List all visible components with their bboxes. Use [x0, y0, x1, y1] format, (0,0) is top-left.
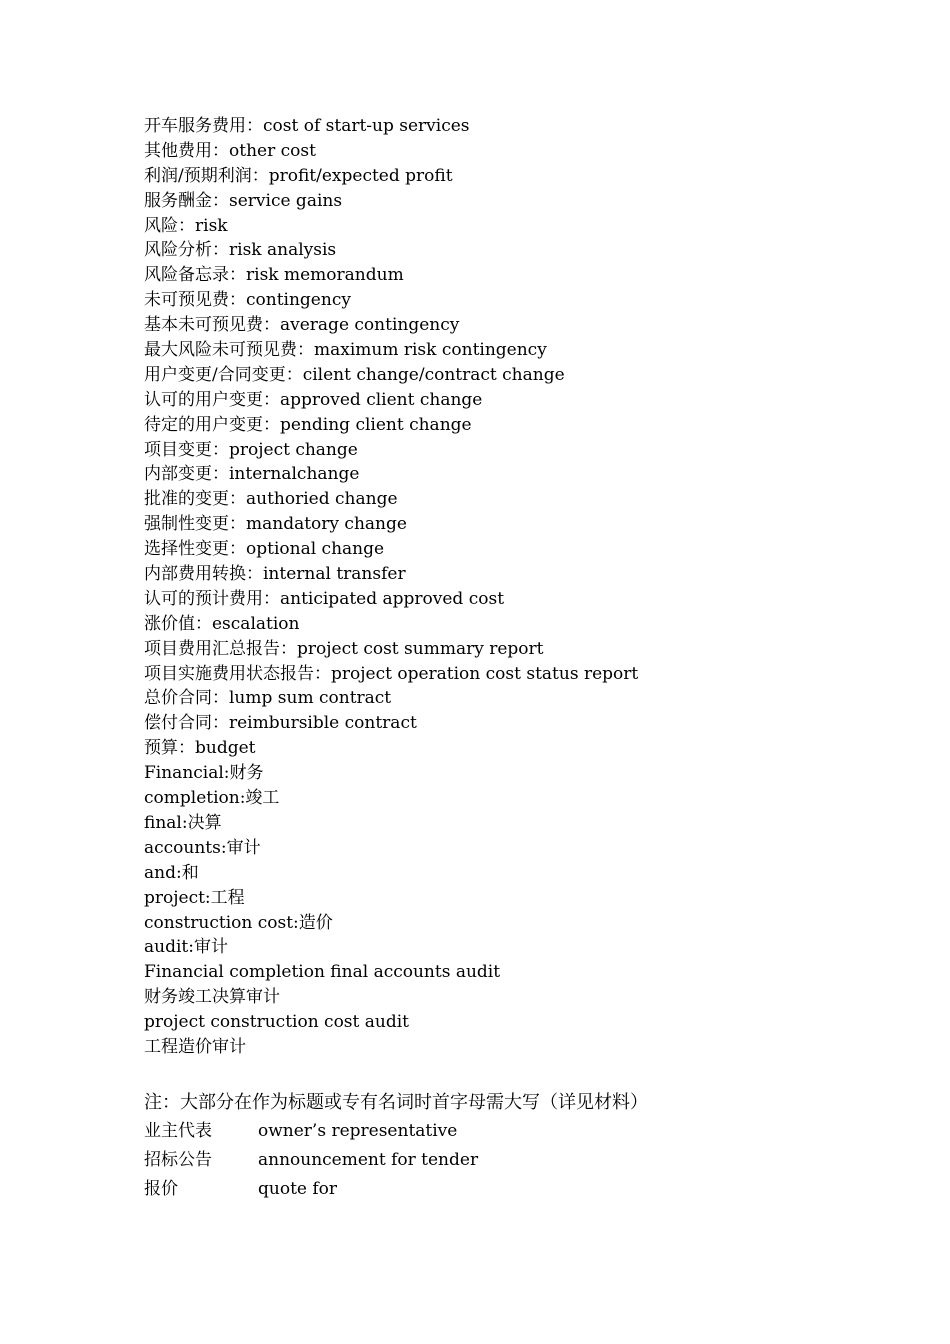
glossary-list	[144, 114, 904, 1060]
glossary-entry: final:决算	[144, 812, 222, 833]
glossary-entry: construction cost:造价	[144, 912, 333, 933]
term-english: owner’s representative	[258, 1120, 458, 1141]
glossary-entry: 项目费用汇总报告：project cost summary report	[144, 638, 544, 659]
glossary-entry: 项目实施费用状态报告：project operation cost status report	[144, 663, 639, 684]
glossary-entry: and:和	[144, 862, 199, 883]
glossary-entry: audit:审计	[144, 937, 228, 958]
glossary-entry: 工程造价审计	[144, 1036, 246, 1057]
glossary-entry: 未可预见费：contingency	[144, 290, 351, 311]
glossary-entry: 风险备忘录：risk memorandum	[144, 265, 404, 286]
document-page	[144, 114, 904, 1204]
glossary-entry: 最大风险未可预见费：maximum risk contingency	[144, 340, 547, 361]
term-pair-row	[144, 1146, 904, 1175]
term-chinese: 业主代表	[144, 1120, 212, 1141]
glossary-entry: 待定的用户变更：pending client change	[144, 414, 472, 435]
term-english: announcement for tender	[258, 1149, 479, 1170]
glossary-entry: completion:竣工	[144, 788, 280, 809]
glossary-entry: 偿付合同：reimbursible contract	[144, 713, 417, 734]
glossary-entry: 总价合同：lump sum contract	[144, 688, 392, 709]
glossary-entry: 批准的变更：authoried change	[144, 489, 398, 510]
glossary-entry: 开车服务费用：cost of start-up services	[144, 116, 470, 136]
glossary-entry: 预算：budget	[144, 738, 256, 759]
glossary-entry: 风险分析：risk analysis	[144, 240, 337, 261]
section-gap	[144, 1060, 904, 1089]
glossary-entry: 项目变更：project change	[144, 439, 358, 460]
glossary-entry: 基本未可预见费：average contingency	[144, 315, 460, 336]
note-line: 注：大部分在作为标题或专有名词时首字母需大写（详见材料）	[144, 1091, 648, 1113]
glossary-entry: 内部费用转换：internal transfer	[144, 564, 406, 585]
glossary-entry: 服务酬金：service gains	[144, 190, 343, 211]
glossary-entry: Financial:财务	[144, 763, 264, 784]
glossary-entry: 认可的预计费用：anticipated approved cost	[144, 588, 505, 609]
glossary-entry: 认可的用户变更：approved client change	[144, 389, 483, 410]
term-pair-row	[144, 1117, 904, 1146]
glossary-entry: Financial completion final accounts audit	[144, 962, 501, 983]
glossary-entry: 其他费用：other cost	[144, 140, 316, 161]
glossary-entry: project:工程	[144, 887, 245, 908]
glossary-entry: 财务竣工决算审计	[144, 987, 280, 1008]
glossary-entry: 利润/预期利润：profit/expected profit	[144, 165, 453, 186]
term-chinese: 报价	[144, 1178, 178, 1199]
glossary-entry: accounts:审计	[144, 837, 261, 858]
glossary-entry: 强制性变更：mandatory change	[144, 514, 407, 535]
term-pair-row	[144, 1175, 904, 1204]
glossary-entry: 内部变更：internalchange	[144, 464, 360, 485]
glossary-entry: 涨价值：escalation	[144, 613, 300, 634]
term-chinese: 招标公告	[144, 1149, 212, 1170]
term-english: quote for	[258, 1178, 338, 1199]
glossary-entry: 用户变更/合同变更：cilent change/contract change	[144, 364, 565, 385]
glossary-entry: 风险：risk	[144, 215, 228, 236]
glossary-entry: 选择性变更：optional change	[144, 539, 385, 560]
glossary-entry: project construction cost audit	[144, 1012, 409, 1033]
term-pair-list	[144, 1117, 904, 1204]
